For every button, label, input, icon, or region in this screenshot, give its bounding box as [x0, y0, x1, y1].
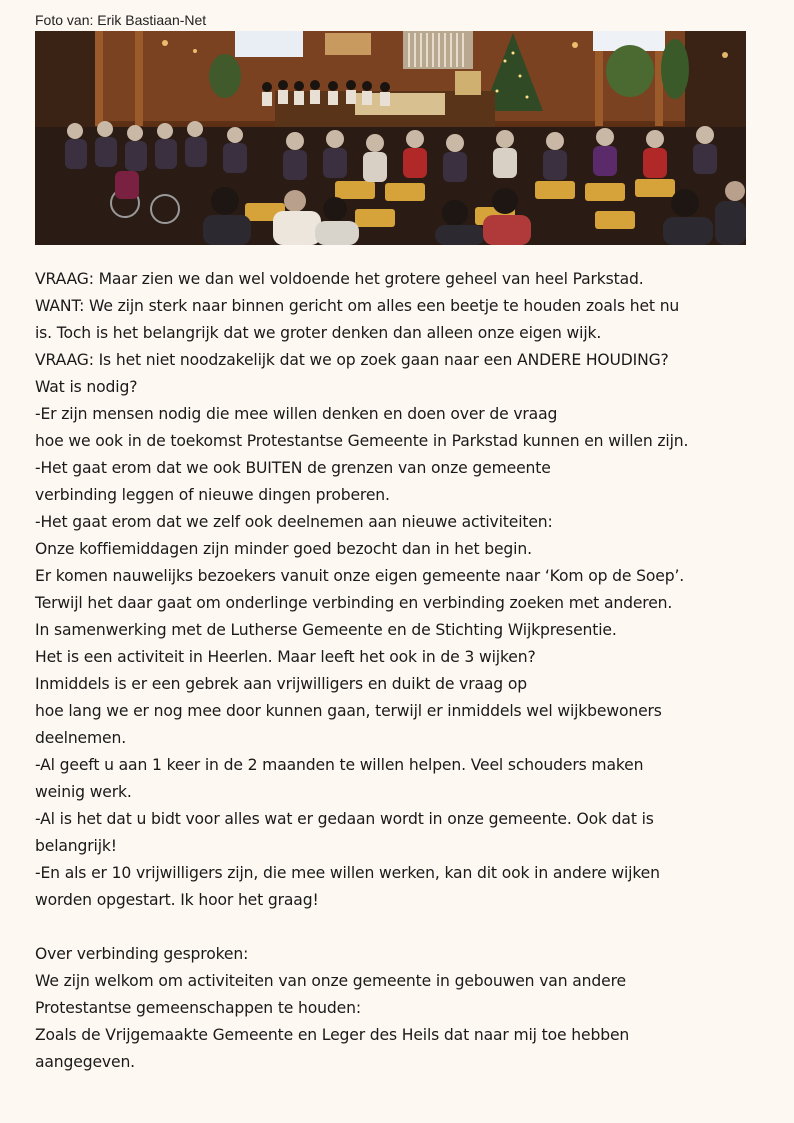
- text-line: weinig werk.: [35, 783, 132, 801]
- photo-caption: Foto van: Erik Bastiaan-Net: [35, 12, 207, 28]
- text-line: is. Toch is het belangrijk dat we groter denken dan alleen onze eigen wijk.: [35, 324, 602, 342]
- paragraph-spacer: [35, 914, 790, 941]
- text-line: aangegeven.: [35, 1053, 135, 1071]
- text-line: deelnemen.: [35, 729, 127, 747]
- text-line: Protestantse gemeenschappen te houden:: [35, 999, 361, 1017]
- text-line: In samenwerking met de Lutherse Gemeente en de Stichting Wijkpresentie.: [35, 621, 617, 639]
- text-line: Over verbinding gesproken:: [35, 945, 249, 963]
- text-line: Er komen nauwelijks bezoekers vanuit onze eigen gemeente naar ‘Kom op de Soep’.: [35, 567, 685, 585]
- text-line: Inmiddels is er een gebrek aan vrijwilligers en duikt de vraag op: [35, 675, 527, 693]
- text-line: Zoals de Vrijgemaakte Gemeente en Leger des Heils dat naar mij toe hebben: [35, 1026, 630, 1044]
- text-line: We zijn welkom om activiteiten van onze gemeente in gebouwen van andere: [35, 972, 626, 990]
- text-line: verbinding leggen of nieuwe dingen proberen.: [35, 486, 390, 504]
- text-line: -En als er 10 vrijwilligers zijn, die mee willen werken, kan dit ook in andere wijken: [35, 864, 660, 882]
- text-line: -Er zijn mensen nodig die mee willen denken en doen over de vraag: [35, 405, 558, 423]
- paragraph-1: [35, 266, 790, 914]
- paragraph-2: [35, 941, 790, 1076]
- text-line: -Al geeft u aan 1 keer in de 2 maanden te willen helpen. Veel schouders maken: [35, 756, 644, 774]
- text-line: worden opgestart. Ik hoor het graag!: [35, 891, 319, 909]
- text-line: Terwijl het daar gaat om onderlinge verbinding en verbinding zoeken met anderen.: [35, 594, 673, 612]
- text-line: hoe lang we er nog mee door kunnen gaan, terwijl er inmiddels wel wijkbewoners: [35, 702, 662, 720]
- church-gathering-photo: [35, 31, 746, 245]
- text-line: VRAAG: Is het niet noodzakelijk dat we op zoek gaan naar een ANDERE HOUDING?: [35, 351, 669, 369]
- article-body: [35, 266, 790, 1076]
- text-line: VRAAG: Maar zien we dan wel voldoende het grotere geheel van heel Parkstad.: [35, 270, 644, 288]
- text-line: hoe we ook in de toekomst Protestantse Gemeente in Parkstad kunnen en willen zijn.: [35, 432, 689, 450]
- text-line: WANT: We zijn sterk naar binnen gericht om alles een beetje te houden zoals het nu: [35, 297, 680, 315]
- text-line: Onze koffiemiddagen zijn minder goed bezocht dan in het begin.: [35, 540, 532, 558]
- text-line: -Al is het dat u bidt voor alles wat er gedaan wordt in onze gemeente. Ook dat is: [35, 810, 654, 828]
- text-line: Wat is nodig?: [35, 378, 138, 396]
- text-line: belangrijk!: [35, 837, 117, 855]
- text-line: Het is een activiteit in Heerlen. Maar leeft het ook in de 3 wijken?: [35, 648, 536, 666]
- text-line: -Het gaat erom dat we ook BUITEN de grenzen van onze gemeente: [35, 459, 551, 477]
- text-line: -Het gaat erom dat we zelf ook deelnemen aan nieuwe activiteiten:: [35, 513, 553, 531]
